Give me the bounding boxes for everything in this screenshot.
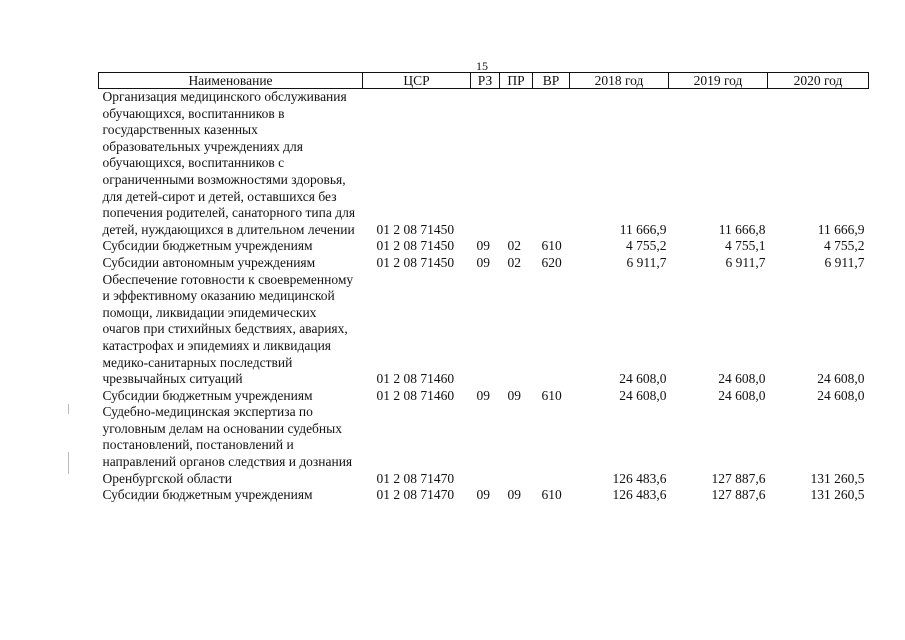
header-csr: ЦСР bbox=[363, 73, 471, 89]
table-body bbox=[99, 89, 869, 504]
cell-2020: 4 755,2 bbox=[824, 238, 865, 254]
cell-vr bbox=[533, 272, 570, 388]
table-row bbox=[99, 487, 869, 504]
cell-2018: 126 483,6 bbox=[612, 487, 667, 503]
cell-rz: 09 bbox=[476, 254, 490, 270]
cell-2018: 126 483,6 bbox=[612, 470, 667, 486]
cell-2019: 4 755,1 bbox=[725, 238, 766, 254]
cell-csr: 01 2 08 71460 bbox=[376, 387, 455, 403]
cell-csr: 01 2 08 71470 bbox=[376, 487, 455, 503]
cell-rz: 09 bbox=[476, 387, 490, 403]
header-pr: ПР bbox=[500, 73, 533, 89]
cell-pr bbox=[500, 89, 533, 239]
cell-rz bbox=[471, 404, 500, 487]
cell-name: Организация медицинского обслуживания обучающихся, воспитанников в государственных казенных образовательных учреждениях для обучающихся, воспитанников с ограниченными возможностями здоровья, для детей-сирот и детей, оставшихся без попечения родителей, санаторного типа для детей, нуждающихся в длительном лечении bbox=[102, 89, 356, 237]
cell-name: Субсидии бюджетным учреждениям bbox=[102, 487, 313, 503]
cell-csr: 01 2 08 71470 bbox=[376, 470, 455, 486]
cell-csr: 01 2 08 71450 bbox=[376, 221, 455, 237]
cell-pr: 02 bbox=[507, 238, 521, 254]
cell-2018: 4 755,2 bbox=[626, 238, 667, 254]
cell-2019: 11 666,8 bbox=[718, 221, 766, 237]
cell-vr: 610 bbox=[541, 387, 562, 403]
cell-vr: 620 bbox=[541, 254, 562, 270]
header-vr: ВР bbox=[533, 73, 570, 89]
table-row bbox=[99, 404, 869, 487]
cell-2020: 24 608,0 bbox=[817, 387, 865, 403]
cell-2020: 6 911,7 bbox=[824, 254, 865, 270]
cell-2020: 131 260,5 bbox=[810, 487, 865, 503]
cell-pr bbox=[500, 272, 533, 388]
cell-rz: 09 bbox=[476, 487, 490, 503]
cell-2020: 11 666,9 bbox=[817, 221, 865, 237]
margin-mark bbox=[68, 452, 69, 474]
cell-2019: 24 608,0 bbox=[718, 371, 766, 387]
header-name: Наименование bbox=[99, 73, 363, 89]
cell-2018: 24 608,0 bbox=[619, 371, 667, 387]
cell-pr: 09 bbox=[507, 487, 521, 503]
cell-vr: 610 bbox=[541, 238, 562, 254]
cell-vr: 610 bbox=[541, 487, 562, 503]
cell-2019: 127 887,6 bbox=[711, 470, 766, 486]
cell-vr bbox=[533, 404, 570, 487]
cell-2020: 24 608,0 bbox=[817, 371, 865, 387]
header-2018: 2018 год bbox=[570, 73, 669, 89]
header-2020: 2020 год bbox=[768, 73, 869, 89]
table-row bbox=[99, 255, 869, 272]
cell-name: Субсидии автономным учреждениям bbox=[102, 254, 316, 270]
cell-2018: 6 911,7 bbox=[626, 254, 667, 270]
header-2019: 2019 год bbox=[669, 73, 768, 89]
margin-mark bbox=[68, 404, 69, 414]
cell-csr: 01 2 08 71460 bbox=[376, 371, 455, 387]
cell-name: Обеспечение готовности к своевременному и эффективному оказанию медицинской помощи, ликвидации эпидемических очагов при стихийных бедствиях, авариях, катастрофах и эпидемиях и ликвидация медико-санитарных последствий чрезвычайных ситуаций bbox=[102, 271, 354, 387]
table-header-row bbox=[99, 73, 869, 89]
cell-name: Субсидии бюджетным учреждениям bbox=[102, 387, 313, 403]
header-rz: РЗ bbox=[471, 73, 500, 89]
cell-vr bbox=[533, 89, 570, 239]
cell-2020: 131 260,5 bbox=[810, 470, 865, 486]
cell-2018: 11 666,9 bbox=[619, 221, 667, 237]
cell-2019: 127 887,6 bbox=[711, 487, 766, 503]
budget-table bbox=[98, 72, 869, 504]
table-row bbox=[99, 89, 869, 239]
cell-2019: 6 911,7 bbox=[725, 254, 766, 270]
cell-pr: 09 bbox=[507, 387, 521, 403]
cell-rz bbox=[471, 89, 500, 239]
cell-rz bbox=[471, 272, 500, 388]
cell-2018: 24 608,0 bbox=[619, 387, 667, 403]
table-row bbox=[99, 388, 869, 405]
cell-name: Судебно-медицинская экспертиза по уголовным делам на основании судебных постановлений, постановлений и направлений органов следствия и дознания Оренбургской области bbox=[102, 404, 353, 486]
table-row bbox=[99, 238, 869, 255]
cell-pr: 02 bbox=[507, 254, 521, 270]
cell-pr bbox=[500, 404, 533, 487]
cell-csr: 01 2 08 71450 bbox=[376, 254, 455, 270]
cell-csr: 01 2 08 71450 bbox=[376, 238, 455, 254]
cell-2019: 24 608,0 bbox=[718, 387, 766, 403]
page-number: 15 bbox=[476, 59, 488, 73]
table-row bbox=[99, 272, 869, 388]
cell-rz: 09 bbox=[476, 238, 490, 254]
cell-name: Субсидии бюджетным учреждениям bbox=[102, 238, 313, 254]
